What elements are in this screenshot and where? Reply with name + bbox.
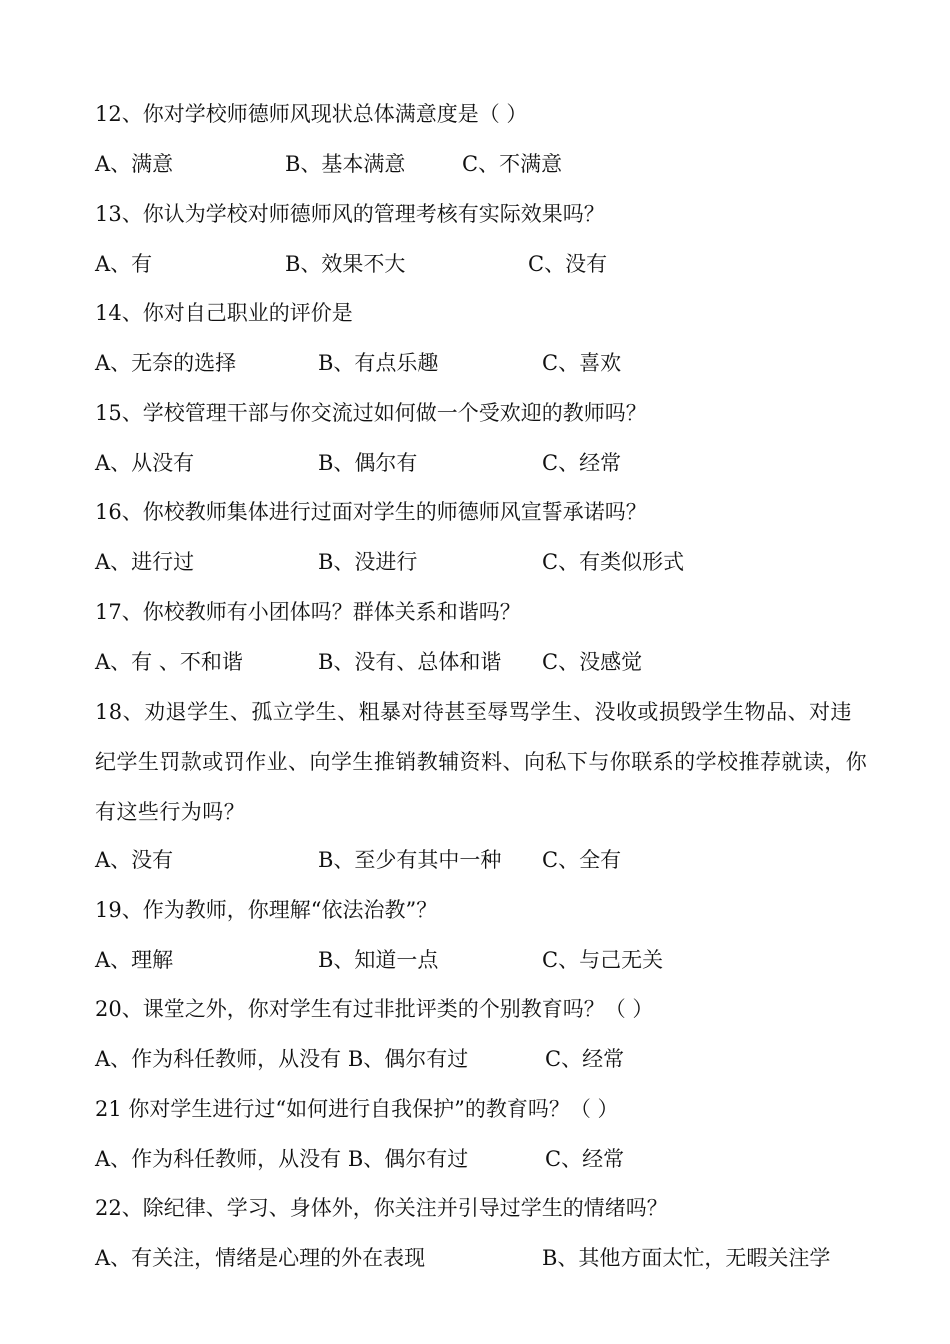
option-a: A、无奈的选择 [95,351,237,375]
option-c: C、没感觉 [542,650,643,674]
option-c: C、没有 [528,252,608,276]
question-20: 20、课堂之外，你对学生有过非批评类的个别教育吗？（ ） [95,997,654,1021]
option-c: C、经常 [545,1147,625,1171]
question-14: 14、你对自己职业的评价是 [95,301,353,325]
option-a: A、有 [95,252,153,276]
option-b: B、没进行 [318,550,418,574]
question-12: 12、你对学校师德师风现状总体满意度是（ ） [95,102,528,126]
option-a-b: A、作为科任教师，从没有 B、偶尔有过 [95,1047,469,1071]
option-a: A、有关注，情绪是心理的外在表现 [95,1246,426,1270]
question-16: 16、你校教师集体进行过面对学生的师德师风宣誓承诺吗？ [95,500,647,524]
option-c: C、与己无关 [542,948,664,972]
question-22: 22、除纪律、学习、身体外，你关注并引导过学生的情绪吗？ [95,1196,668,1220]
option-c: C、经常 [542,451,622,475]
option-c: C、经常 [545,1047,625,1071]
option-a: A、满意 [95,152,174,176]
option-a: A、进行过 [95,550,195,574]
question-18: 18、劝退学生、孤立学生、粗暴对待甚至辱骂学生、没收或损毁学生物品、对违纪学生罚款或罚作业、向学生推销教辅资料、向私下与你联系的学校推荐就读，你有这些行为吗？ [95,700,868,824]
question-17: 17、你校教师有小团体吗？群体关系和谐吗？ [95,600,521,624]
option-c: C、喜欢 [542,351,622,375]
question-13: 13、你认为学校对师德师风的管理考核有实际效果吗？ [95,202,605,226]
option-b: B、基本满意 [285,152,406,176]
option-b: B、没有、总体和谐 [318,650,502,674]
option-b: B、有点乐趣 [318,351,439,375]
option-a-b: A、作为科任教师，从没有 B、偶尔有过 [95,1147,469,1171]
option-b: B、效果不大 [285,252,406,276]
option-c: C、不满意 [462,152,563,176]
option-a: A、从没有 [95,451,195,475]
option-a: A、有 、不和谐 [95,650,243,674]
question-21: 21 你对学生进行过“如何进行自我保护”的教育吗？（ ） [95,1097,619,1121]
question-19: 19、作为教师，你理解“依法治教”？ [95,898,438,922]
option-a: A、没有 [95,848,174,872]
option-c: C、全有 [542,848,622,872]
option-b: B、至少有其中一种 [318,848,502,872]
option-b: B、其他方面太忙，无暇关注学 [542,1246,831,1270]
option-b: B、知道一点 [318,948,439,972]
option-c: C、有类似形式 [542,550,685,574]
option-a: A、理解 [95,948,174,972]
option-b: B、偶尔有 [318,451,418,475]
question-15: 15、学校管理干部与你交流过如何做一个受欢迎的教师吗？ [95,401,647,425]
